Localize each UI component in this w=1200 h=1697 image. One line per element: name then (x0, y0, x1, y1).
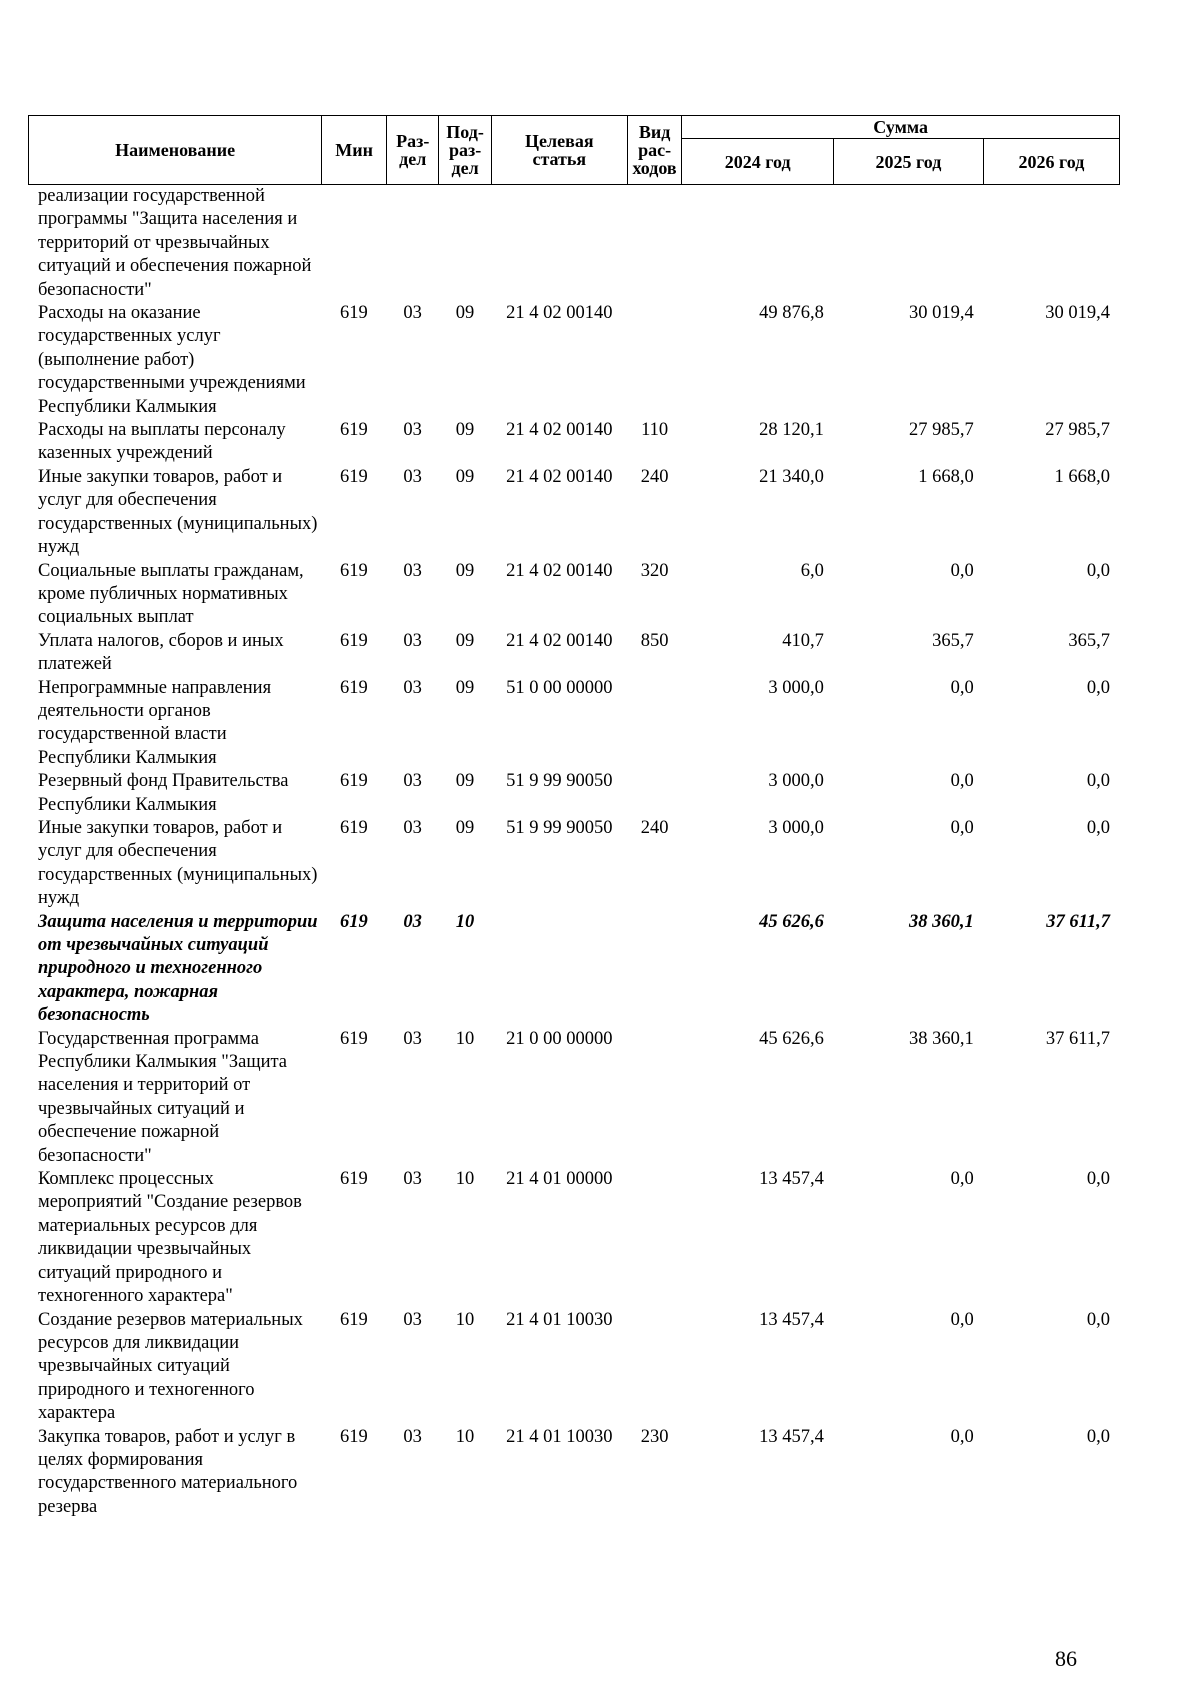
row-sum-2025: 38 360,1 (908, 911, 974, 932)
row-sum-2024 (682, 185, 834, 302)
row-sum-2025: 0,0 (950, 560, 974, 581)
row-sum-2024: 45 626,6 (759, 1028, 824, 1049)
page-number: 86 (1055, 1646, 1077, 1671)
row-target-article: 21 4 01 10030 (506, 1426, 613, 1447)
row-min: 619 (340, 771, 368, 792)
row-name: Государственная программа Республики Калмыкия "Защита населения и территорий от чрезвычайных ситуаций и обеспечение пожарной безопасности" (38, 1028, 287, 1166)
row-razdel: 03 (403, 420, 422, 441)
table-row (28, 560, 1120, 630)
row-razdel: 03 (403, 1028, 422, 1049)
row-podrazdel (439, 185, 491, 302)
row-target-article: 21 4 02 00140 (506, 560, 613, 581)
row-sum-2024: 13 457,4 (759, 1426, 824, 1447)
row-expense-type (627, 677, 681, 771)
row-podrazdel: 09 (455, 303, 475, 324)
header-sum: Сумма (682, 116, 1120, 139)
row-sum-2024: 45 626,6 (759, 911, 824, 932)
row-sum-2026: 30 019,4 (1045, 303, 1110, 324)
row-expense-type: 850 (640, 630, 669, 651)
row-sum-2026 (984, 185, 1120, 302)
row-razdel: 03 (403, 677, 422, 698)
row-name: Иные закупки товаров, работ и услуг для обеспечения государственных (муниципальных) нужд (38, 817, 318, 909)
table-row (28, 677, 1120, 771)
row-sum-2025: 38 360,1 (908, 1028, 974, 1049)
row-sum-2025: 0,0 (950, 1309, 974, 1330)
row-name: Социальные выплаты гражданам, кроме публичных нормативных социальных выплат (38, 560, 304, 628)
row-sum-2026: 37 611,7 (1045, 1028, 1110, 1049)
row-expense-type: 240 (640, 466, 669, 487)
row-podrazdel: 09 (455, 677, 475, 698)
row-sum-2026: 0,0 (1086, 1169, 1110, 1190)
row-sum-2025: 0,0 (950, 771, 974, 792)
row-name: Уплата налогов, сборов и иных платежей (38, 630, 284, 675)
row-min: 619 (340, 466, 368, 487)
row-target-article: 51 9 99 90050 (506, 817, 613, 838)
row-razdel: 03 (403, 1309, 422, 1330)
row-razdel: 03 (403, 1426, 422, 1447)
row-name: Расходы на выплаты персоналу казенных учреждений (38, 420, 286, 464)
row-name: Резервный фонд Правительства Республики Калмыкия (38, 771, 289, 815)
budget-table (28, 115, 1120, 1519)
row-sum-2026: 0,0 (1086, 1309, 1110, 1330)
row-podrazdel: 10 (455, 1169, 475, 1190)
row-name: Расходы на оказание государственных услуг (выполнение работ) государственными учреждениями Республики Калмыкия (38, 303, 306, 417)
header-podrazdel: Под- раз- дел (439, 116, 491, 185)
row-sum-2026: 0,0 (1086, 1426, 1110, 1447)
table-row (28, 770, 1120, 817)
row-target-article (491, 185, 627, 302)
row-name: Закупка товаров, работ и услуг в целях формирования государственного материального резерва (38, 1426, 298, 1517)
row-podrazdel: 10 (455, 1309, 475, 1330)
header-2026: 2026 год (983, 139, 1119, 185)
table-row (28, 419, 1120, 466)
row-min: 619 (340, 1169, 368, 1190)
row-name: Комплекс процессных мероприятий "Создание резервов материальных ресурсов для ликвидации чрезвычайных ситуаций природного и техногенного характера" (38, 1169, 302, 1307)
row-expense-type (627, 911, 681, 1028)
row-sum-2024: 13 457,4 (759, 1169, 824, 1190)
row-sum-2025: 365,7 (932, 630, 974, 651)
row-name: Защита населения и территории от чрезвычайных ситуаций природного и техногенного характера, пожарная безопасность (38, 911, 318, 1026)
row-sum-2025: 27 985,7 (908, 420, 974, 441)
row-sum-2026: 365,7 (1068, 630, 1110, 651)
row-podrazdel: 09 (455, 817, 475, 838)
table-row (28, 1028, 1120, 1168)
row-expense-type: 320 (640, 560, 669, 581)
table-row (28, 911, 1120, 1028)
table-row (28, 1309, 1120, 1426)
row-expense-type (627, 185, 681, 302)
row-min: 619 (340, 677, 368, 698)
table-row (28, 630, 1120, 677)
row-razdel: 03 (403, 1169, 422, 1190)
table-body (28, 185, 1120, 1519)
row-target-article: 21 4 01 10030 (506, 1309, 613, 1330)
row-sum-2024: 3 000,0 (768, 817, 824, 838)
row-sum-2025 (834, 185, 984, 302)
row-sum-2024: 49 876,8 (759, 303, 824, 324)
row-razdel: 03 (403, 630, 422, 651)
row-razdel (386, 185, 438, 302)
row-sum-2025: 0,0 (950, 817, 974, 838)
row-name: Непрограммные направления деятельности органов государственной власти Республики Калмыкия (38, 677, 272, 768)
row-sum-2025: 0,0 (950, 1426, 974, 1447)
table-row (28, 1426, 1120, 1520)
row-podrazdel: 09 (455, 420, 475, 441)
row-sum-2026: 0,0 (1086, 677, 1110, 698)
table-row (28, 817, 1120, 911)
row-sum-2026: 37 611,7 (1046, 911, 1110, 932)
row-sum-2025: 1 668,0 (918, 466, 974, 487)
row-podrazdel: 09 (455, 630, 475, 651)
row-sum-2024: 13 457,4 (759, 1309, 824, 1330)
header-razdel: Раз- дел (387, 116, 439, 185)
row-min: 619 (340, 1309, 368, 1330)
row-expense-type (627, 1028, 681, 1168)
row-expense-type (627, 1309, 681, 1426)
row-podrazdel: 09 (455, 466, 475, 487)
row-sum-2026: 1 668,0 (1054, 466, 1110, 487)
row-razdel: 03 (403, 303, 422, 324)
table-row (28, 302, 1120, 419)
table-row (28, 185, 1120, 302)
row-razdel: 03 (403, 911, 422, 932)
header-2025: 2025 год (834, 139, 984, 185)
row-name: Создание резервов материальных ресурсов для ликвидации чрезвычайных ситуаций природного и техногенного характера (38, 1309, 303, 1424)
row-min: 619 (340, 560, 368, 581)
row-target-article: 21 4 02 00140 (506, 303, 613, 324)
header-target-article: Целевая статья (491, 116, 627, 185)
row-target-article (491, 911, 627, 1028)
row-min: 619 (340, 420, 368, 441)
table-header (28, 115, 1120, 185)
row-min: 619 (340, 630, 368, 651)
row-sum-2026: 0,0 (1086, 771, 1110, 792)
row-min (321, 185, 386, 302)
row-sum-2026: 27 985,7 (1045, 420, 1110, 441)
row-target-article: 51 0 00 00000 (506, 677, 613, 698)
row-razdel: 03 (403, 560, 422, 581)
row-expense-type: 110 (641, 420, 669, 441)
row-min: 619 (340, 1028, 368, 1049)
row-sum-2026: 0,0 (1086, 817, 1110, 838)
row-sum-2024: 21 340,0 (759, 466, 824, 487)
row-sum-2025: 0,0 (950, 677, 974, 698)
row-min: 619 (340, 817, 368, 838)
row-target-article: 21 4 02 00140 (506, 630, 613, 651)
row-razdel: 03 (403, 466, 422, 487)
header-expense-type: Вид рас- ходов (627, 116, 681, 185)
row-sum-2024: 410,7 (782, 630, 824, 651)
row-sum-2024: 3 000,0 (768, 677, 824, 698)
row-expense-type (627, 302, 681, 419)
row-target-article: 51 9 99 90050 (506, 771, 613, 792)
row-podrazdel: 10 (455, 911, 475, 932)
row-sum-2026: 0,0 (1086, 560, 1110, 581)
row-sum-2025: 30 019,4 (908, 303, 974, 324)
row-podrazdel: 10 (455, 1028, 475, 1049)
table-row (28, 466, 1120, 560)
header-2024: 2024 год (682, 139, 834, 185)
row-expense-type: 230 (640, 1426, 669, 1447)
row-expense-type (627, 1168, 681, 1308)
row-podrazdel: 09 (455, 771, 475, 792)
row-name: Иные закупки товаров, работ и услуг для обеспечения государственных (муниципальных) нужд (38, 466, 318, 558)
row-name: реализации государственной программы "Защита населения и территорий от чрезвычайных ситуаций и обеспечения пожарной безопасности" (38, 186, 312, 300)
row-sum-2024: 3 000,0 (768, 771, 824, 792)
row-target-article: 21 4 02 00140 (506, 466, 613, 487)
row-target-article: 21 4 01 00000 (506, 1169, 613, 1190)
row-expense-type: 240 (640, 817, 669, 838)
row-target-article: 21 0 00 00000 (506, 1028, 613, 1049)
row-razdel: 03 (403, 817, 422, 838)
table-row (28, 1168, 1120, 1308)
header-min: Мин (322, 116, 387, 185)
row-podrazdel: 09 (455, 560, 475, 581)
row-expense-type (627, 770, 681, 817)
row-min: 619 (340, 911, 368, 932)
row-min: 619 (340, 1426, 368, 1447)
row-sum-2024: 28 120,1 (759, 420, 824, 441)
row-min: 619 (340, 303, 368, 324)
row-sum-2024: 6,0 (800, 560, 824, 581)
row-podrazdel: 10 (455, 1426, 475, 1447)
row-razdel: 03 (403, 771, 422, 792)
row-sum-2025: 0,0 (950, 1169, 974, 1190)
row-target-article: 21 4 02 00140 (506, 420, 613, 441)
header-name: Наименование (29, 116, 322, 185)
